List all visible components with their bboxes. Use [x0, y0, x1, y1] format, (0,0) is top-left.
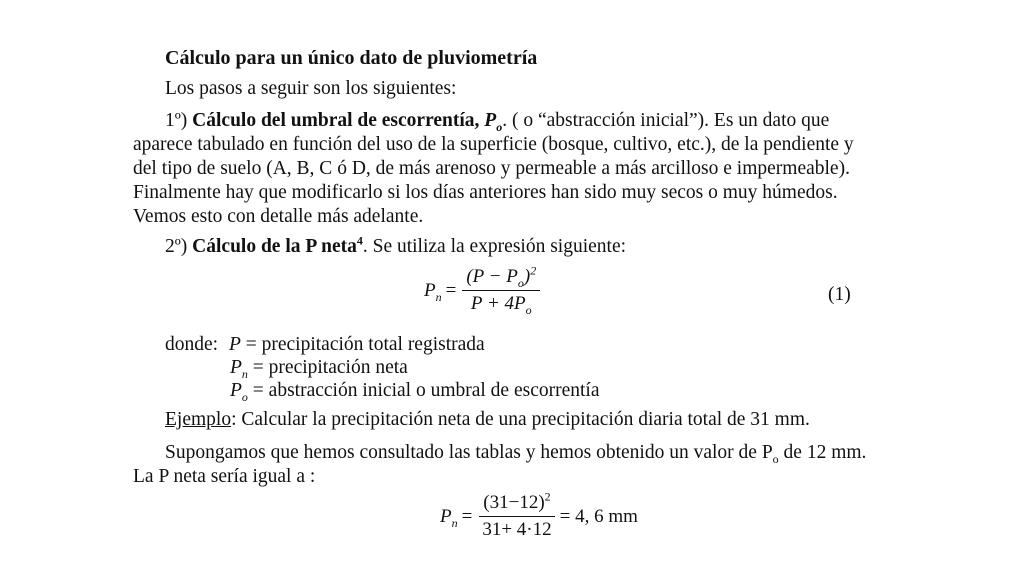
formula-net-precipitation	[424, 263, 540, 317]
section-heading: Cálculo para un único dato de pluviometría	[165, 47, 538, 69]
definition-symbol-p: P	[228, 334, 241, 355]
definitions-lead: donde:	[165, 334, 219, 355]
suppose-line2: La P neta sería igual a :	[133, 466, 316, 487]
intro-text: Los pasos a seguir son los siguientes:	[165, 78, 457, 99]
formula2-fraction	[478, 489, 555, 541]
formula2-denominator: 31+ 4·12	[482, 519, 552, 540]
step1-line5: Vemos esto con detalle más adelante.	[133, 206, 424, 227]
definition-text-po: = abstracción inicial o umbral de escorrentía	[247, 380, 600, 401]
example-text: : Calcular la precipitación neta de una precipitación diaria total de 31 mm.	[231, 409, 810, 430]
step1-line3: del tipo de suelo (A, B, C ó D, de más arenoso y permeable a más arcilloso e impermeable).	[133, 158, 850, 179]
step1-line1-rest: . ( o “abstracción inicial”). Es un dato que	[502, 110, 830, 131]
formula-example	[440, 489, 638, 541]
step1-line4: Finalmente hay que modificarlo si los días anteriores han sido muy secos o muy húmedos.	[133, 182, 838, 203]
example-label: Ejemplo	[165, 409, 232, 430]
example-line	[165, 408, 810, 432]
formula2-numerator: $(31-12)^2$	[479, 492, 554, 517]
step2-title: Cálculo de la P neta	[192, 236, 357, 257]
definitions-line3	[230, 379, 599, 403]
step2-rest: . Se utiliza la expresión siguiente:	[362, 236, 627, 257]
formula1-equals: =	[445, 279, 457, 301]
step1-symbol: $P_o$	[484, 110, 503, 134]
formula2-equals: =	[461, 505, 473, 527]
formula1-lhs: $P_n$	[424, 279, 442, 304]
definition-symbol-po: $P_o$	[230, 380, 248, 404]
formula2-lhs: $P_n$	[440, 505, 458, 530]
step1-line2: aparece tabulado en función del uso de la superficie (bosque, cultivo, etc.), de la pendiente y	[133, 134, 854, 155]
step2-label: 2º)	[165, 236, 188, 257]
suppose-line1: Supongamos que hemos consultado las tablas y hemos obtenido un valor de $P_o$ de 12 mm.	[165, 442, 867, 466]
definition-text-p: = precipitación total registrada	[240, 334, 485, 355]
step1-title: Cálculo del umbral de escorrentía,	[192, 110, 480, 131]
step2-line	[165, 235, 626, 259]
formula1-numerator: $(P - P_o)^2$	[462, 266, 540, 291]
definitions-line1	[165, 333, 485, 357]
formula1-fraction	[462, 263, 540, 317]
step1-label: 1º)	[165, 110, 188, 131]
formula2-result: = 4, 6 mm	[559, 505, 638, 527]
definitions-line2	[230, 356, 408, 380]
equation-number: (1)	[828, 284, 851, 305]
step1-line1	[165, 109, 829, 133]
footnote-marker: 4	[356, 233, 363, 248]
definition-text-pn: = precipitación neta	[247, 357, 408, 378]
formula1-denominator: $P + 4P_o$	[470, 293, 532, 317]
definition-symbol-pn: $P_n$	[230, 357, 248, 381]
